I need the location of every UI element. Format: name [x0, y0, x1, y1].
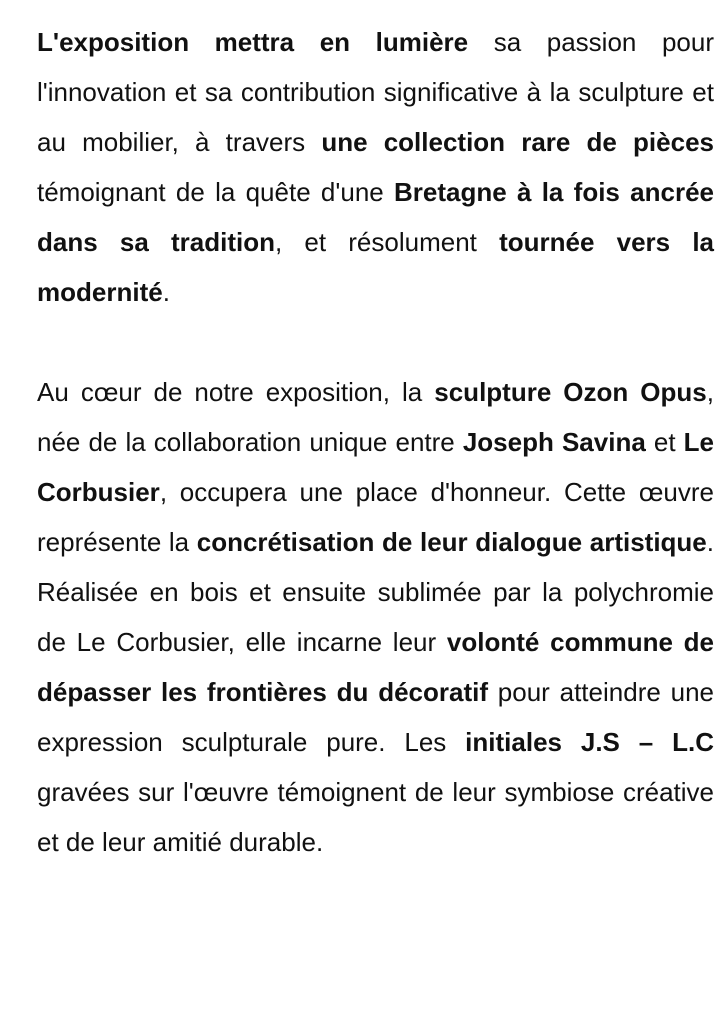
emphasis-text: Joseph Savina — [462, 427, 646, 457]
emphasis-text: Le Corbusier — [37, 427, 715, 507]
emphasis-text: L'exposition mettra en lumière — [37, 27, 469, 57]
body-text: Au cœur de notre exposition, la — [37, 377, 435, 407]
body-text: sa passion pour l'innovation et sa contribution significative à la sculpture et au mobilier, à travers — [37, 27, 714, 157]
emphasis-text: initiales J.S – L.C — [465, 727, 714, 757]
body-text: , née de la collaboration unique entre — [37, 377, 714, 457]
body-text: témoignant de la quête d'une — [37, 177, 395, 207]
paragraph-ozon-opus — [37, 367, 714, 867]
emphasis-text: volonté commune de dépasser les frontières du décoratif — [37, 627, 715, 707]
emphasis-text: concrétisation de leur dialogue artistique — [196, 527, 707, 557]
emphasis-text: une collection rare de pièces — [321, 127, 714, 157]
emphasis-text: tournée vers la modernité — [37, 227, 714, 307]
body-text: . Réalisée en bois et ensuite sublimée par la polychromie de Le Corbusier, elle incarne leur — [37, 527, 714, 657]
body-text: gravées sur l'œuvre témoignent de leur symbiose créative et de leur amitié durable. — [37, 777, 714, 857]
body-text: . — [162, 277, 170, 307]
body-text: pour atteindre une expression sculpturale pure. Les — [37, 677, 714, 757]
emphasis-text: Bretagne à la fois ancrée dans sa tradition — [37, 177, 714, 257]
body-text: , occupera une place d'honneur. Cette œuvre représente la — [37, 477, 714, 557]
document-body — [37, 17, 714, 867]
body-text: , et résolument — [274, 227, 500, 257]
body-text: et — [645, 427, 684, 457]
paragraph-exposition-intro — [37, 17, 714, 317]
emphasis-text: sculpture Ozon Opus — [434, 377, 707, 407]
